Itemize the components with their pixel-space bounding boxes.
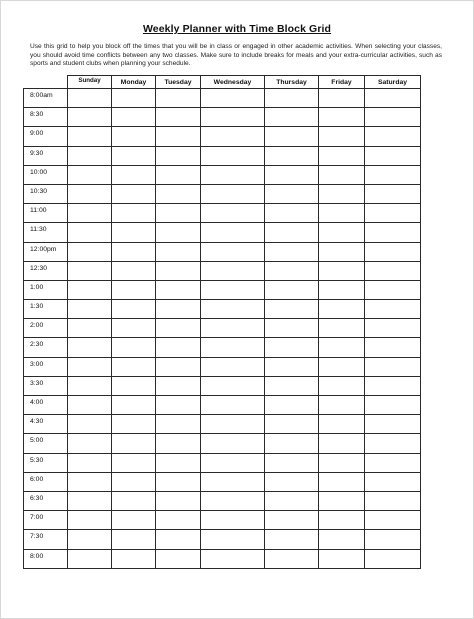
- time-label: 3:00: [24, 357, 68, 376]
- slot-cell-thursday[interactable]: [265, 108, 319, 127]
- slot-cell-saturday[interactable]: [365, 434, 421, 453]
- slot-cell-tuesday[interactable]: [156, 415, 201, 434]
- slot-cell-monday[interactable]: [112, 453, 156, 472]
- slot-cell-friday[interactable]: [319, 376, 365, 395]
- slot-cell-friday[interactable]: [319, 127, 365, 146]
- time-slot-row: [24, 242, 421, 261]
- slot-cell-saturday[interactable]: [365, 223, 421, 242]
- slot-cell-thursday[interactable]: [265, 223, 319, 242]
- slot-cell-tuesday[interactable]: [156, 491, 201, 510]
- slot-cell-saturday[interactable]: [365, 376, 421, 395]
- slot-cell-tuesday[interactable]: [156, 165, 201, 184]
- slot-cell-wednesday[interactable]: [201, 127, 265, 146]
- time-slot-row: [24, 491, 421, 510]
- day-header-wednesday: Wednesday: [201, 76, 265, 89]
- slot-cell-friday[interactable]: [319, 491, 365, 510]
- time-slot-row: [24, 434, 421, 453]
- slot-cell-saturday[interactable]: [365, 453, 421, 472]
- time-slot-row: [24, 472, 421, 491]
- slot-cell-monday[interactable]: [112, 223, 156, 242]
- slot-cell-thursday[interactable]: [265, 204, 319, 223]
- slot-cell-thursday[interactable]: [265, 280, 319, 299]
- slot-cell-sunday[interactable]: [68, 511, 112, 530]
- slot-cell-sunday[interactable]: [68, 376, 112, 395]
- slot-cell-friday[interactable]: [319, 300, 365, 319]
- slot-cell-friday[interactable]: [319, 261, 365, 280]
- slot-cell-sunday[interactable]: [68, 89, 112, 108]
- slot-cell-sunday[interactable]: [68, 204, 112, 223]
- time-label: 1:30: [24, 300, 68, 319]
- slot-cell-sunday[interactable]: [68, 280, 112, 299]
- slot-cell-saturday[interactable]: [365, 530, 421, 549]
- slot-cell-sunday[interactable]: [68, 549, 112, 568]
- slot-cell-tuesday[interactable]: [156, 261, 201, 280]
- time-label: 2:30: [24, 338, 68, 357]
- slot-cell-friday[interactable]: [319, 146, 365, 165]
- slot-cell-tuesday[interactable]: [156, 108, 201, 127]
- slot-cell-monday[interactable]: [112, 184, 156, 203]
- time-label: 12:00pm: [24, 242, 68, 261]
- slot-cell-tuesday[interactable]: [156, 280, 201, 299]
- time-slot-row: [24, 223, 421, 242]
- slot-cell-monday[interactable]: [112, 491, 156, 510]
- page-title: [0, 23, 474, 35]
- slot-cell-thursday[interactable]: [265, 300, 319, 319]
- slot-cell-saturday[interactable]: [365, 108, 421, 127]
- slot-cell-tuesday[interactable]: [156, 204, 201, 223]
- slot-cell-sunday[interactable]: [68, 165, 112, 184]
- time-slot-row: [24, 396, 421, 415]
- slot-cell-wednesday[interactable]: [201, 434, 265, 453]
- time-slot-row: [24, 89, 421, 108]
- slot-cell-monday[interactable]: [112, 434, 156, 453]
- time-slot-row: [24, 127, 421, 146]
- slot-cell-saturday[interactable]: [365, 319, 421, 338]
- slot-cell-monday[interactable]: [112, 319, 156, 338]
- slot-cell-tuesday[interactable]: [156, 319, 201, 338]
- time-slot-row: [24, 549, 421, 568]
- slot-cell-wednesday[interactable]: [201, 396, 265, 415]
- slot-cell-tuesday[interactable]: [156, 549, 201, 568]
- slot-cell-friday[interactable]: [319, 549, 365, 568]
- slot-cell-friday[interactable]: [319, 223, 365, 242]
- slot-cell-sunday[interactable]: [68, 472, 112, 491]
- time-slot-row: [24, 511, 421, 530]
- slot-cell-wednesday[interactable]: [201, 204, 265, 223]
- slot-cell-tuesday[interactable]: [156, 376, 201, 395]
- slot-cell-saturday[interactable]: [365, 280, 421, 299]
- time-slot-row: [24, 453, 421, 472]
- slot-cell-friday[interactable]: [319, 242, 365, 261]
- slot-cell-saturday[interactable]: [365, 491, 421, 510]
- slot-cell-wednesday[interactable]: [201, 242, 265, 261]
- time-slot-row: [24, 357, 421, 376]
- slot-cell-saturday[interactable]: [365, 204, 421, 223]
- slot-cell-wednesday[interactable]: [201, 511, 265, 530]
- slot-cell-thursday[interactable]: [265, 319, 319, 338]
- slot-cell-saturday[interactable]: [365, 415, 421, 434]
- slot-cell-thursday[interactable]: [265, 89, 319, 108]
- slot-cell-saturday[interactable]: [365, 127, 421, 146]
- time-slot-rows: [24, 89, 421, 569]
- slot-cell-wednesday[interactable]: [201, 530, 265, 549]
- time-label: 5:00: [24, 434, 68, 453]
- slot-cell-friday[interactable]: [319, 204, 365, 223]
- slot-cell-monday[interactable]: [112, 338, 156, 357]
- slot-cell-friday[interactable]: [319, 530, 365, 549]
- slot-cell-friday[interactable]: [319, 357, 365, 376]
- slot-cell-thursday[interactable]: [265, 511, 319, 530]
- slot-cell-saturday[interactable]: [365, 261, 421, 280]
- slot-cell-thursday[interactable]: [265, 184, 319, 203]
- slot-cell-wednesday[interactable]: [201, 549, 265, 568]
- slot-cell-wednesday[interactable]: [201, 357, 265, 376]
- time-label: 4:30: [24, 415, 68, 434]
- time-slot-row: [24, 300, 421, 319]
- slot-cell-monday[interactable]: [112, 146, 156, 165]
- slot-cell-saturday[interactable]: [365, 89, 421, 108]
- slot-cell-monday[interactable]: [112, 357, 156, 376]
- slot-cell-friday[interactable]: [319, 280, 365, 299]
- day-header-saturday: Saturday: [365, 76, 421, 89]
- slot-cell-sunday[interactable]: [68, 319, 112, 338]
- slot-cell-friday[interactable]: [319, 396, 365, 415]
- time-label: 9:30: [24, 146, 68, 165]
- slot-cell-wednesday[interactable]: [201, 300, 265, 319]
- slot-cell-thursday[interactable]: [265, 549, 319, 568]
- slot-cell-thursday[interactable]: [265, 415, 319, 434]
- slot-cell-wednesday[interactable]: [201, 453, 265, 472]
- slot-cell-wednesday[interactable]: [201, 319, 265, 338]
- slot-cell-saturday[interactable]: [365, 242, 421, 261]
- slot-cell-thursday[interactable]: [265, 396, 319, 415]
- time-label: 8:00: [24, 549, 68, 568]
- slot-cell-monday[interactable]: [112, 415, 156, 434]
- time-label: 12:30: [24, 261, 68, 280]
- slot-cell-wednesday[interactable]: [201, 165, 265, 184]
- slot-cell-monday[interactable]: [112, 511, 156, 530]
- time-label: 10:00: [24, 165, 68, 184]
- slot-cell-saturday[interactable]: [365, 396, 421, 415]
- day-header-thursday: Thursday: [265, 76, 319, 89]
- slot-cell-thursday[interactable]: [265, 146, 319, 165]
- slot-cell-tuesday[interactable]: [156, 127, 201, 146]
- slot-cell-saturday[interactable]: [365, 357, 421, 376]
- slot-cell-thursday[interactable]: [265, 165, 319, 184]
- slot-cell-thursday[interactable]: [265, 261, 319, 280]
- slot-cell-thursday[interactable]: [265, 357, 319, 376]
- slot-cell-thursday[interactable]: [265, 434, 319, 453]
- page-title-text: Weekly Planner with Time Block Grid: [142, 23, 332, 35]
- slot-cell-thursday[interactable]: [265, 127, 319, 146]
- slot-cell-wednesday[interactable]: [201, 184, 265, 203]
- time-label: 11:00: [24, 204, 68, 223]
- slot-cell-thursday[interactable]: [265, 530, 319, 549]
- slot-cell-tuesday[interactable]: [156, 511, 201, 530]
- slot-cell-wednesday[interactable]: [201, 146, 265, 165]
- slot-cell-wednesday[interactable]: [201, 89, 265, 108]
- slot-cell-thursday[interactable]: [265, 376, 319, 395]
- time-label: 11:30: [24, 223, 68, 242]
- slot-cell-friday[interactable]: [319, 165, 365, 184]
- slot-cell-thursday[interactable]: [265, 472, 319, 491]
- slot-cell-sunday[interactable]: [68, 300, 112, 319]
- slot-cell-friday[interactable]: [319, 511, 365, 530]
- weekly-time-grid: [23, 75, 421, 569]
- slot-cell-monday[interactable]: [112, 472, 156, 491]
- time-label: 6:00: [24, 472, 68, 491]
- slot-cell-wednesday[interactable]: [201, 338, 265, 357]
- slot-cell-sunday[interactable]: [68, 415, 112, 434]
- slot-cell-sunday[interactable]: [68, 184, 112, 203]
- slot-cell-monday[interactable]: [112, 280, 156, 299]
- time-slot-row: [24, 338, 421, 357]
- time-slot-row: [24, 165, 421, 184]
- time-label: 9:00: [24, 127, 68, 146]
- slot-cell-monday[interactable]: [112, 261, 156, 280]
- time-slot-row: [24, 376, 421, 395]
- slot-cell-wednesday[interactable]: [201, 223, 265, 242]
- slot-cell-friday[interactable]: [319, 338, 365, 357]
- slot-cell-monday[interactable]: [112, 108, 156, 127]
- slot-cell-wednesday[interactable]: [201, 491, 265, 510]
- slot-cell-sunday[interactable]: [68, 146, 112, 165]
- time-label: 2:00: [24, 319, 68, 338]
- time-label: 5:30: [24, 453, 68, 472]
- slot-cell-wednesday[interactable]: [201, 108, 265, 127]
- time-label: 4:00: [24, 396, 68, 415]
- time-label: 3:30: [24, 376, 68, 395]
- slot-cell-tuesday[interactable]: [156, 396, 201, 415]
- time-slot-row: [24, 146, 421, 165]
- slot-cell-tuesday[interactable]: [156, 184, 201, 203]
- slot-cell-sunday[interactable]: [68, 530, 112, 549]
- slot-cell-sunday[interactable]: [68, 108, 112, 127]
- day-header-friday: Friday: [319, 76, 365, 89]
- slot-cell-friday[interactable]: [319, 453, 365, 472]
- time-label: 8:30: [24, 108, 68, 127]
- time-label: 10:30: [24, 184, 68, 203]
- slot-cell-sunday[interactable]: [68, 453, 112, 472]
- time-column-header: [24, 76, 68, 89]
- day-header-row: [24, 76, 421, 89]
- slot-cell-monday[interactable]: [112, 165, 156, 184]
- slot-cell-friday[interactable]: [319, 472, 365, 491]
- slot-cell-saturday[interactable]: [365, 146, 421, 165]
- time-label: 7:00: [24, 511, 68, 530]
- slot-cell-sunday[interactable]: [68, 127, 112, 146]
- slot-cell-saturday[interactable]: [365, 165, 421, 184]
- slot-cell-monday[interactable]: [112, 242, 156, 261]
- slot-cell-friday[interactable]: [319, 415, 365, 434]
- slot-cell-sunday[interactable]: [68, 434, 112, 453]
- time-slot-row: [24, 415, 421, 434]
- slot-cell-friday[interactable]: [319, 434, 365, 453]
- slot-cell-monday[interactable]: [112, 376, 156, 395]
- slot-cell-thursday[interactable]: [265, 453, 319, 472]
- slot-cell-wednesday[interactable]: [201, 376, 265, 395]
- slot-cell-wednesday[interactable]: [201, 472, 265, 491]
- time-slot-row: [24, 184, 421, 203]
- slot-cell-sunday[interactable]: [68, 357, 112, 376]
- slot-cell-monday[interactable]: [112, 127, 156, 146]
- slot-cell-tuesday[interactable]: [156, 357, 201, 376]
- slot-cell-friday[interactable]: [319, 319, 365, 338]
- slot-cell-tuesday[interactable]: [156, 89, 201, 108]
- slot-cell-tuesday[interactable]: [156, 338, 201, 357]
- time-slot-row: [24, 108, 421, 127]
- slot-cell-tuesday[interactable]: [156, 472, 201, 491]
- day-header-tuesday: Tuesday: [156, 76, 201, 89]
- slot-cell-wednesday[interactable]: [201, 280, 265, 299]
- slot-cell-saturday[interactable]: [365, 184, 421, 203]
- slot-cell-friday[interactable]: [319, 184, 365, 203]
- slot-cell-saturday[interactable]: [365, 472, 421, 491]
- slot-cell-saturday[interactable]: [365, 511, 421, 530]
- slot-cell-monday[interactable]: [112, 300, 156, 319]
- slot-cell-tuesday[interactable]: [156, 453, 201, 472]
- day-header-sunday: Sunday: [68, 76, 112, 89]
- slot-cell-sunday[interactable]: [68, 491, 112, 510]
- slot-cell-monday[interactable]: [112, 549, 156, 568]
- slot-cell-thursday[interactable]: [265, 491, 319, 510]
- slot-cell-monday[interactable]: [112, 530, 156, 549]
- slot-cell-sunday[interactable]: [68, 223, 112, 242]
- time-label: 1:00: [24, 280, 68, 299]
- slot-cell-friday[interactable]: [319, 89, 365, 108]
- time-slot-row: [24, 530, 421, 549]
- time-slot-row: [24, 319, 421, 338]
- slot-cell-tuesday[interactable]: [156, 530, 201, 549]
- slot-cell-wednesday[interactable]: [201, 261, 265, 280]
- slot-cell-monday[interactable]: [112, 396, 156, 415]
- slot-cell-wednesday[interactable]: [201, 415, 265, 434]
- day-header-monday: Monday: [112, 76, 156, 89]
- instructions-paragraph: Use this grid to help you block off the times that you will be in class or engaged in other academic activities. When selecting your classes, you should avoid time conflicts between any two classes. Make sure to include breaks for meals and your extra-curricular activities, such as sports and student clubs when planning your schedule.: [30, 43, 442, 68]
- slot-cell-monday[interactable]: [112, 204, 156, 223]
- time-label: 8:00am: [24, 89, 68, 108]
- slot-cell-tuesday[interactable]: [156, 242, 201, 261]
- slot-cell-thursday[interactable]: [265, 242, 319, 261]
- slot-cell-saturday[interactable]: [365, 300, 421, 319]
- slot-cell-sunday[interactable]: [68, 242, 112, 261]
- time-label: 6:30: [24, 491, 68, 510]
- slot-cell-sunday[interactable]: [68, 261, 112, 280]
- slot-cell-sunday[interactable]: [68, 338, 112, 357]
- slot-cell-tuesday[interactable]: [156, 300, 201, 319]
- slot-cell-tuesday[interactable]: [156, 146, 201, 165]
- slot-cell-saturday[interactable]: [365, 338, 421, 357]
- slot-cell-sunday[interactable]: [68, 396, 112, 415]
- time-slot-row: [24, 204, 421, 223]
- time-slot-row: [24, 280, 421, 299]
- slot-cell-thursday[interactable]: [265, 338, 319, 357]
- slot-cell-tuesday[interactable]: [156, 223, 201, 242]
- time-slot-row: [24, 261, 421, 280]
- slot-cell-saturday[interactable]: [365, 549, 421, 568]
- slot-cell-friday[interactable]: [319, 108, 365, 127]
- time-label: 7:30: [24, 530, 68, 549]
- slot-cell-tuesday[interactable]: [156, 434, 201, 453]
- slot-cell-monday[interactable]: [112, 89, 156, 108]
